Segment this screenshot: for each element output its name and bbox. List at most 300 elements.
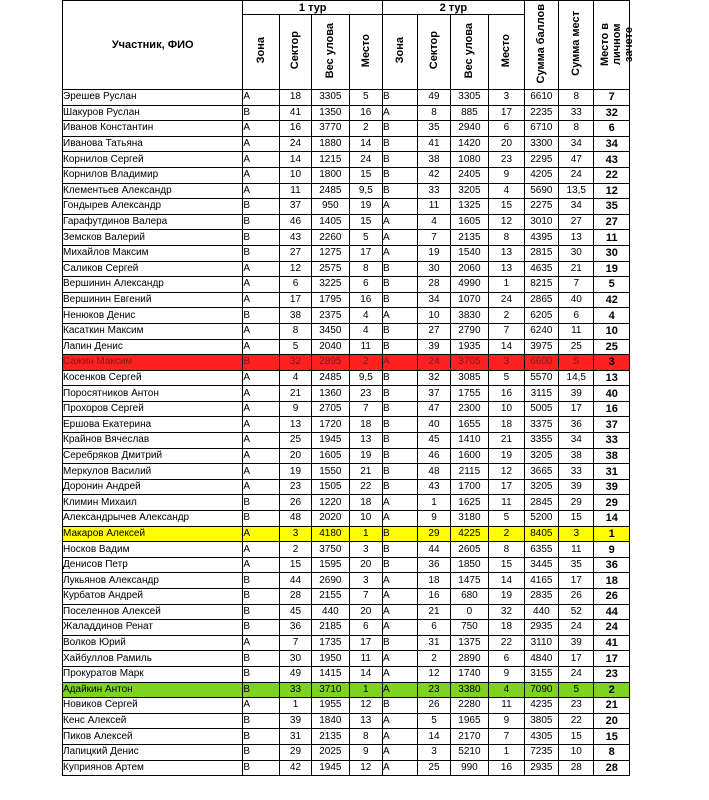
personal-place: 8 xyxy=(594,744,630,760)
round1-place: 9,5 xyxy=(349,370,382,386)
round1-zone: A xyxy=(243,90,280,106)
round2-sector: 45 xyxy=(418,433,450,449)
round1-zone: B xyxy=(243,666,280,682)
participant-name: Ершова Екатерина xyxy=(63,417,243,433)
round2-place: 18 xyxy=(489,417,524,433)
round2-zone: B xyxy=(382,448,417,464)
round1-place: 20 xyxy=(349,557,382,573)
round2-place: 6 xyxy=(489,651,524,667)
total-points: 7235 xyxy=(524,744,558,760)
round2-zone: B xyxy=(382,464,417,480)
table-row xyxy=(63,121,630,137)
table-row xyxy=(63,136,630,152)
table-row xyxy=(63,729,630,745)
round1-weight: 2375 xyxy=(312,308,350,324)
round1-zone: B xyxy=(243,682,280,698)
round2-weight: 1410 xyxy=(450,433,489,449)
table-row xyxy=(63,713,630,729)
round1-place: 17 xyxy=(349,245,382,261)
round2-sector: 46 xyxy=(418,448,450,464)
round1-place: 13 xyxy=(349,433,382,449)
round2-place: 32 xyxy=(489,604,524,620)
personal-place: 1 xyxy=(594,526,630,542)
total-points-header: Сумма баллов xyxy=(524,1,558,90)
participant-name: Саликов Сергей xyxy=(63,261,243,277)
round2-zone: A xyxy=(382,511,417,527)
round1-sector: 25 xyxy=(279,433,311,449)
round2-place: 9 xyxy=(489,666,524,682)
table-row xyxy=(63,292,630,308)
round1-weight: 1735 xyxy=(312,635,350,651)
round2-sector: 32 xyxy=(418,370,450,386)
personal-place: 37 xyxy=(594,417,630,433)
round1-sector: 9 xyxy=(279,401,311,417)
table-row xyxy=(63,744,630,760)
round1-place: 5 xyxy=(349,90,382,106)
round1-weight: 3450 xyxy=(312,323,350,339)
total-points: 440 xyxy=(524,604,558,620)
round1-place: 12 xyxy=(349,698,382,714)
participant-name: Адайкин Антон xyxy=(63,682,243,698)
round2-weight: 1420 xyxy=(450,136,489,152)
round1-place: 6 xyxy=(349,620,382,636)
round2-sector: 44 xyxy=(418,542,450,558)
round2-sector: 9 xyxy=(418,511,450,527)
round1-sector: 27 xyxy=(279,245,311,261)
personal-place: 4 xyxy=(594,308,630,324)
round1-sector: 7 xyxy=(279,635,311,651)
participant-name: Климин Михаил xyxy=(63,495,243,511)
round2-sector: 2 xyxy=(418,651,450,667)
round1-sector: 1 xyxy=(279,698,311,714)
round1-zone: A xyxy=(243,121,280,137)
personal-place: 35 xyxy=(594,199,630,215)
personal-place: 39 xyxy=(594,479,630,495)
personal-place: 36 xyxy=(594,557,630,573)
total-points: 6205 xyxy=(524,308,558,324)
round1-sector: 48 xyxy=(279,511,311,527)
table-row xyxy=(63,167,630,183)
total-places: 25 xyxy=(559,339,594,355)
round1-sector: 23 xyxy=(279,479,311,495)
round1-weight: 2185 xyxy=(312,620,350,636)
personal-place: 44 xyxy=(594,604,630,620)
round1-weight: 440 xyxy=(312,604,350,620)
round2-weight: 1475 xyxy=(450,573,489,589)
personal-place: 19 xyxy=(594,261,630,277)
round2-weight: 1655 xyxy=(450,417,489,433)
round2-zone: B xyxy=(382,292,417,308)
table-row xyxy=(63,573,630,589)
round2-sector: 48 xyxy=(418,464,450,480)
total-points: 2815 xyxy=(524,245,558,261)
round2-weight: 2605 xyxy=(450,542,489,558)
round2-header: 2 тур xyxy=(382,1,524,15)
round2-zone: B xyxy=(382,90,417,106)
round1-place: 21 xyxy=(349,464,382,480)
table-row xyxy=(63,620,630,636)
round1-zone: A xyxy=(243,698,280,714)
round1-weight: 2025 xyxy=(312,744,350,760)
participant-name: Доронин Андрей xyxy=(63,479,243,495)
personal-place: 34 xyxy=(594,136,630,152)
round1-weight: 1880 xyxy=(312,136,350,152)
round2-weight: 3180 xyxy=(450,511,489,527)
round2-weight: 2405 xyxy=(450,167,489,183)
round2-zone: B xyxy=(382,401,417,417)
round1-weight: 950 xyxy=(312,199,350,215)
round1-zone: A xyxy=(243,433,280,449)
round2-place: 14 xyxy=(489,573,524,589)
round1-zone: B xyxy=(243,744,280,760)
round2-sector: 31 xyxy=(418,635,450,651)
round2-place: 7 xyxy=(489,323,524,339)
total-points: 4205 xyxy=(524,167,558,183)
total-points: 3355 xyxy=(524,433,558,449)
total-places: 6 xyxy=(559,308,594,324)
round1-sector: 31 xyxy=(279,729,311,745)
total-places: 34 xyxy=(559,433,594,449)
participant-name: Лапин Денис xyxy=(63,339,243,355)
total-points: 3975 xyxy=(524,339,558,355)
round1-place: 16 xyxy=(349,105,382,121)
participant-name: Новиков Сергей xyxy=(63,698,243,714)
round1-weight: 1220 xyxy=(312,495,350,511)
round1-sector: 20 xyxy=(279,448,311,464)
participant-name: Хайбуллов Рамиль xyxy=(63,651,243,667)
round1-place: 1 xyxy=(349,682,382,698)
participant-header: Участник, ФИО xyxy=(63,1,243,90)
round1-weight: 2040 xyxy=(312,339,350,355)
total-points: 2865 xyxy=(524,292,558,308)
round2-zone: B xyxy=(382,121,417,137)
table-row xyxy=(63,589,630,605)
round2-sector: 38 xyxy=(418,152,450,168)
round2-zone: B xyxy=(382,370,417,386)
total-points: 6240 xyxy=(524,323,558,339)
round2-place: 1 xyxy=(489,744,524,760)
round1-place: 16 xyxy=(349,292,382,308)
round1-zone: B xyxy=(243,713,280,729)
total-points: 4165 xyxy=(524,573,558,589)
round2-zone: A xyxy=(382,230,417,246)
round1-zone: A xyxy=(243,339,280,355)
table-row xyxy=(63,90,630,106)
round1-place: 19 xyxy=(349,448,382,464)
table-row xyxy=(63,511,630,527)
table-row xyxy=(63,261,630,277)
round1-sector: 14 xyxy=(279,152,311,168)
round1-sector: 37 xyxy=(279,199,311,215)
round1-weight: 3225 xyxy=(312,277,350,293)
round2-sector: 28 xyxy=(418,277,450,293)
total-places: 39 xyxy=(559,479,594,495)
total-points: 2845 xyxy=(524,495,558,511)
total-points: 2935 xyxy=(524,620,558,636)
personal-place: 9 xyxy=(594,542,630,558)
round1-weight: 2895 xyxy=(312,355,350,371)
personal-place: 26 xyxy=(594,589,630,605)
round1-zone: B xyxy=(243,214,280,230)
total-places: 35 xyxy=(559,557,594,573)
participant-name: Прокуратов Марк xyxy=(63,666,243,682)
round1-weight-header: Вес улова xyxy=(312,15,350,90)
round1-place: 8 xyxy=(349,729,382,745)
round1-zone: A xyxy=(243,479,280,495)
total-places: 17 xyxy=(559,573,594,589)
round2-zone: A xyxy=(382,199,417,215)
round1-zone: B xyxy=(243,495,280,511)
round2-sector: 25 xyxy=(418,760,450,776)
total-places: 24 xyxy=(559,167,594,183)
total-places: 26 xyxy=(559,589,594,605)
round1-sector: 30 xyxy=(279,651,311,667)
round1-zone: B xyxy=(243,511,280,527)
round2-sector: 19 xyxy=(418,245,450,261)
round1-place: 2 xyxy=(349,121,382,137)
round2-zone: B xyxy=(382,152,417,168)
personal-place: 25 xyxy=(594,339,630,355)
round2-sector: 47 xyxy=(418,401,450,417)
total-places: 52 xyxy=(559,604,594,620)
round2-sector: 34 xyxy=(418,292,450,308)
participant-name: Гарафутдинов Валера xyxy=(63,214,243,230)
round2-sector: 3 xyxy=(418,744,450,760)
round2-zone: B xyxy=(382,698,417,714)
round2-sector-header: Сектор xyxy=(418,15,450,90)
round1-place: 18 xyxy=(349,495,382,511)
round1-zone: A xyxy=(243,557,280,573)
round1-zone: A xyxy=(243,152,280,168)
total-places: 38 xyxy=(559,448,594,464)
round2-place: 7 xyxy=(489,729,524,745)
results-body xyxy=(63,90,630,776)
round1-zone: A xyxy=(243,277,280,293)
round1-zone: B xyxy=(243,573,280,589)
round2-weight: 990 xyxy=(450,760,489,776)
participant-name: Земсков Валерий xyxy=(63,230,243,246)
round1-place: 4 xyxy=(349,308,382,324)
round1-sector: 6 xyxy=(279,277,311,293)
round1-weight: 1415 xyxy=(312,666,350,682)
round2-zone: A xyxy=(382,105,417,121)
round2-sector: 30 xyxy=(418,261,450,277)
table-row xyxy=(63,230,630,246)
total-places-header: Сумма мест xyxy=(559,1,594,90)
total-places: 34 xyxy=(559,199,594,215)
round2-place: 8 xyxy=(489,542,524,558)
round1-sector: 18 xyxy=(279,90,311,106)
round2-weight: 1540 xyxy=(450,245,489,261)
personal-place: 13 xyxy=(594,370,630,386)
round1-place: 23 xyxy=(349,386,382,402)
round2-place: 20 xyxy=(489,136,524,152)
total-points: 5690 xyxy=(524,183,558,199)
table-row xyxy=(63,152,630,168)
round2-weight: 3305 xyxy=(450,90,489,106)
round1-zone: A xyxy=(243,542,280,558)
table-row xyxy=(63,760,630,776)
round1-place: 19 xyxy=(349,199,382,215)
participant-name: Жаладдинов Ренат xyxy=(63,620,243,636)
total-places: 22 xyxy=(559,713,594,729)
round1-sector: 49 xyxy=(279,666,311,682)
round1-zone: B xyxy=(243,355,280,371)
round1-sector: 43 xyxy=(279,230,311,246)
personal-place: 21 xyxy=(594,698,630,714)
round1-zone: A xyxy=(243,526,280,542)
personal-place: 28 xyxy=(594,760,630,776)
total-places: 17 xyxy=(559,651,594,667)
round1-zone: A xyxy=(243,464,280,480)
round2-zone: A xyxy=(382,245,417,261)
round1-place: 17 xyxy=(349,635,382,651)
round2-sector: 16 xyxy=(418,589,450,605)
total-places: 28 xyxy=(559,760,594,776)
round1-weight: 2020 xyxy=(312,511,350,527)
round2-sector: 36 xyxy=(418,557,450,573)
round2-sector: 12 xyxy=(418,666,450,682)
participant-name: Кенс Алексей xyxy=(63,713,243,729)
total-places: 36 xyxy=(559,417,594,433)
personal-place: 11 xyxy=(594,230,630,246)
total-points: 4395 xyxy=(524,230,558,246)
round1-sector: 45 xyxy=(279,604,311,620)
participant-name: Ненюков Денис xyxy=(63,308,243,324)
table-row xyxy=(63,277,630,293)
round1-weight: 3770 xyxy=(312,121,350,137)
round1-zone: A xyxy=(243,323,280,339)
personal-place: 43 xyxy=(594,152,630,168)
round2-weight: 5210 xyxy=(450,744,489,760)
round1-weight: 1550 xyxy=(312,464,350,480)
round2-place: 4 xyxy=(489,183,524,199)
participant-name: Курбатов Андрей xyxy=(63,589,243,605)
personal-place: 33 xyxy=(594,433,630,449)
round1-sector: 44 xyxy=(279,573,311,589)
participant-name: Волков Юрий xyxy=(63,635,243,651)
round2-place: 18 xyxy=(489,620,524,636)
participant-name: Поселеннов Алексей xyxy=(63,604,243,620)
round2-zone: B xyxy=(382,136,417,152)
table-row xyxy=(63,105,630,121)
total-points: 2235 xyxy=(524,105,558,121)
round1-weight: 1215 xyxy=(312,152,350,168)
round2-sector: 5 xyxy=(418,713,450,729)
total-places: 7 xyxy=(559,277,594,293)
total-points: 5200 xyxy=(524,511,558,527)
round2-zone: A xyxy=(382,214,417,230)
round1-sector: 11 xyxy=(279,183,311,199)
personal-place: 7 xyxy=(594,90,630,106)
round2-zone: B xyxy=(382,557,417,573)
round2-place: 10 xyxy=(489,401,524,417)
round1-place: 14 xyxy=(349,136,382,152)
personal-place: 32 xyxy=(594,105,630,121)
total-places: 5 xyxy=(559,355,594,371)
table-row xyxy=(63,557,630,573)
total-points: 3110 xyxy=(524,635,558,651)
round1-zone: A xyxy=(243,370,280,386)
round2-weight: 885 xyxy=(450,105,489,121)
round2-place: 15 xyxy=(489,557,524,573)
round2-place: 12 xyxy=(489,214,524,230)
total-places: 40 xyxy=(559,292,594,308)
round1-zone: B xyxy=(243,589,280,605)
round1-zone: B xyxy=(243,245,280,261)
round2-zone-header: Зона xyxy=(382,15,417,90)
round2-place: 1 xyxy=(489,277,524,293)
table-row xyxy=(63,495,630,511)
personal-place: 16 xyxy=(594,401,630,417)
total-points: 4635 xyxy=(524,261,558,277)
participant-name: Крайнов Вячеслав xyxy=(63,433,243,449)
participant-name: Сажин Максим xyxy=(63,355,243,371)
round2-sector: 49 xyxy=(418,90,450,106)
round1-weight: 2705 xyxy=(312,401,350,417)
total-points: 4235 xyxy=(524,698,558,714)
total-places: 5 xyxy=(559,682,594,698)
round2-sector: 1 xyxy=(418,495,450,511)
round1-sector: 41 xyxy=(279,105,311,121)
total-places: 17 xyxy=(559,401,594,417)
total-points: 7090 xyxy=(524,682,558,698)
total-places: 47 xyxy=(559,152,594,168)
personal-place: 31 xyxy=(594,464,630,480)
personal-place: 30 xyxy=(594,245,630,261)
round1-zone: B xyxy=(243,760,280,776)
table-row xyxy=(63,542,630,558)
round1-sector: 46 xyxy=(279,214,311,230)
round2-sector: 39 xyxy=(418,339,450,355)
round1-sector: 2 xyxy=(279,542,311,558)
round2-weight: 1080 xyxy=(450,152,489,168)
round2-place-header: Место xyxy=(489,15,524,90)
round2-weight: 3705 xyxy=(450,355,489,371)
table-row xyxy=(63,370,630,386)
round1-place: 2 xyxy=(349,355,382,371)
round2-place: 12 xyxy=(489,464,524,480)
table-row xyxy=(63,448,630,464)
round1-place: 5 xyxy=(349,230,382,246)
round2-sector: 35 xyxy=(418,121,450,137)
table-row xyxy=(63,339,630,355)
round2-sector: 40 xyxy=(418,417,450,433)
round2-weight: 2790 xyxy=(450,323,489,339)
total-points: 2935 xyxy=(524,760,558,776)
round2-weight: 3380 xyxy=(450,682,489,698)
total-places: 21 xyxy=(559,261,594,277)
table-row xyxy=(63,323,630,339)
round2-zone: A xyxy=(382,573,417,589)
round2-weight: 2115 xyxy=(450,464,489,480)
round1-place: 9,5 xyxy=(349,183,382,199)
total-points: 3665 xyxy=(524,464,558,480)
round1-sector: 17 xyxy=(279,292,311,308)
participant-name: Прохоров Сергей xyxy=(63,401,243,417)
round2-weight: 2280 xyxy=(450,698,489,714)
table-row xyxy=(63,526,630,542)
round1-sector: 16 xyxy=(279,121,311,137)
personal-place: 23 xyxy=(594,666,630,682)
total-points: 3375 xyxy=(524,417,558,433)
round2-zone: B xyxy=(382,167,417,183)
table-row xyxy=(63,308,630,324)
table-row xyxy=(63,386,630,402)
round1-sector: 12 xyxy=(279,261,311,277)
round2-place: 16 xyxy=(489,760,524,776)
participant-name: Лапицкий Денис xyxy=(63,744,243,760)
